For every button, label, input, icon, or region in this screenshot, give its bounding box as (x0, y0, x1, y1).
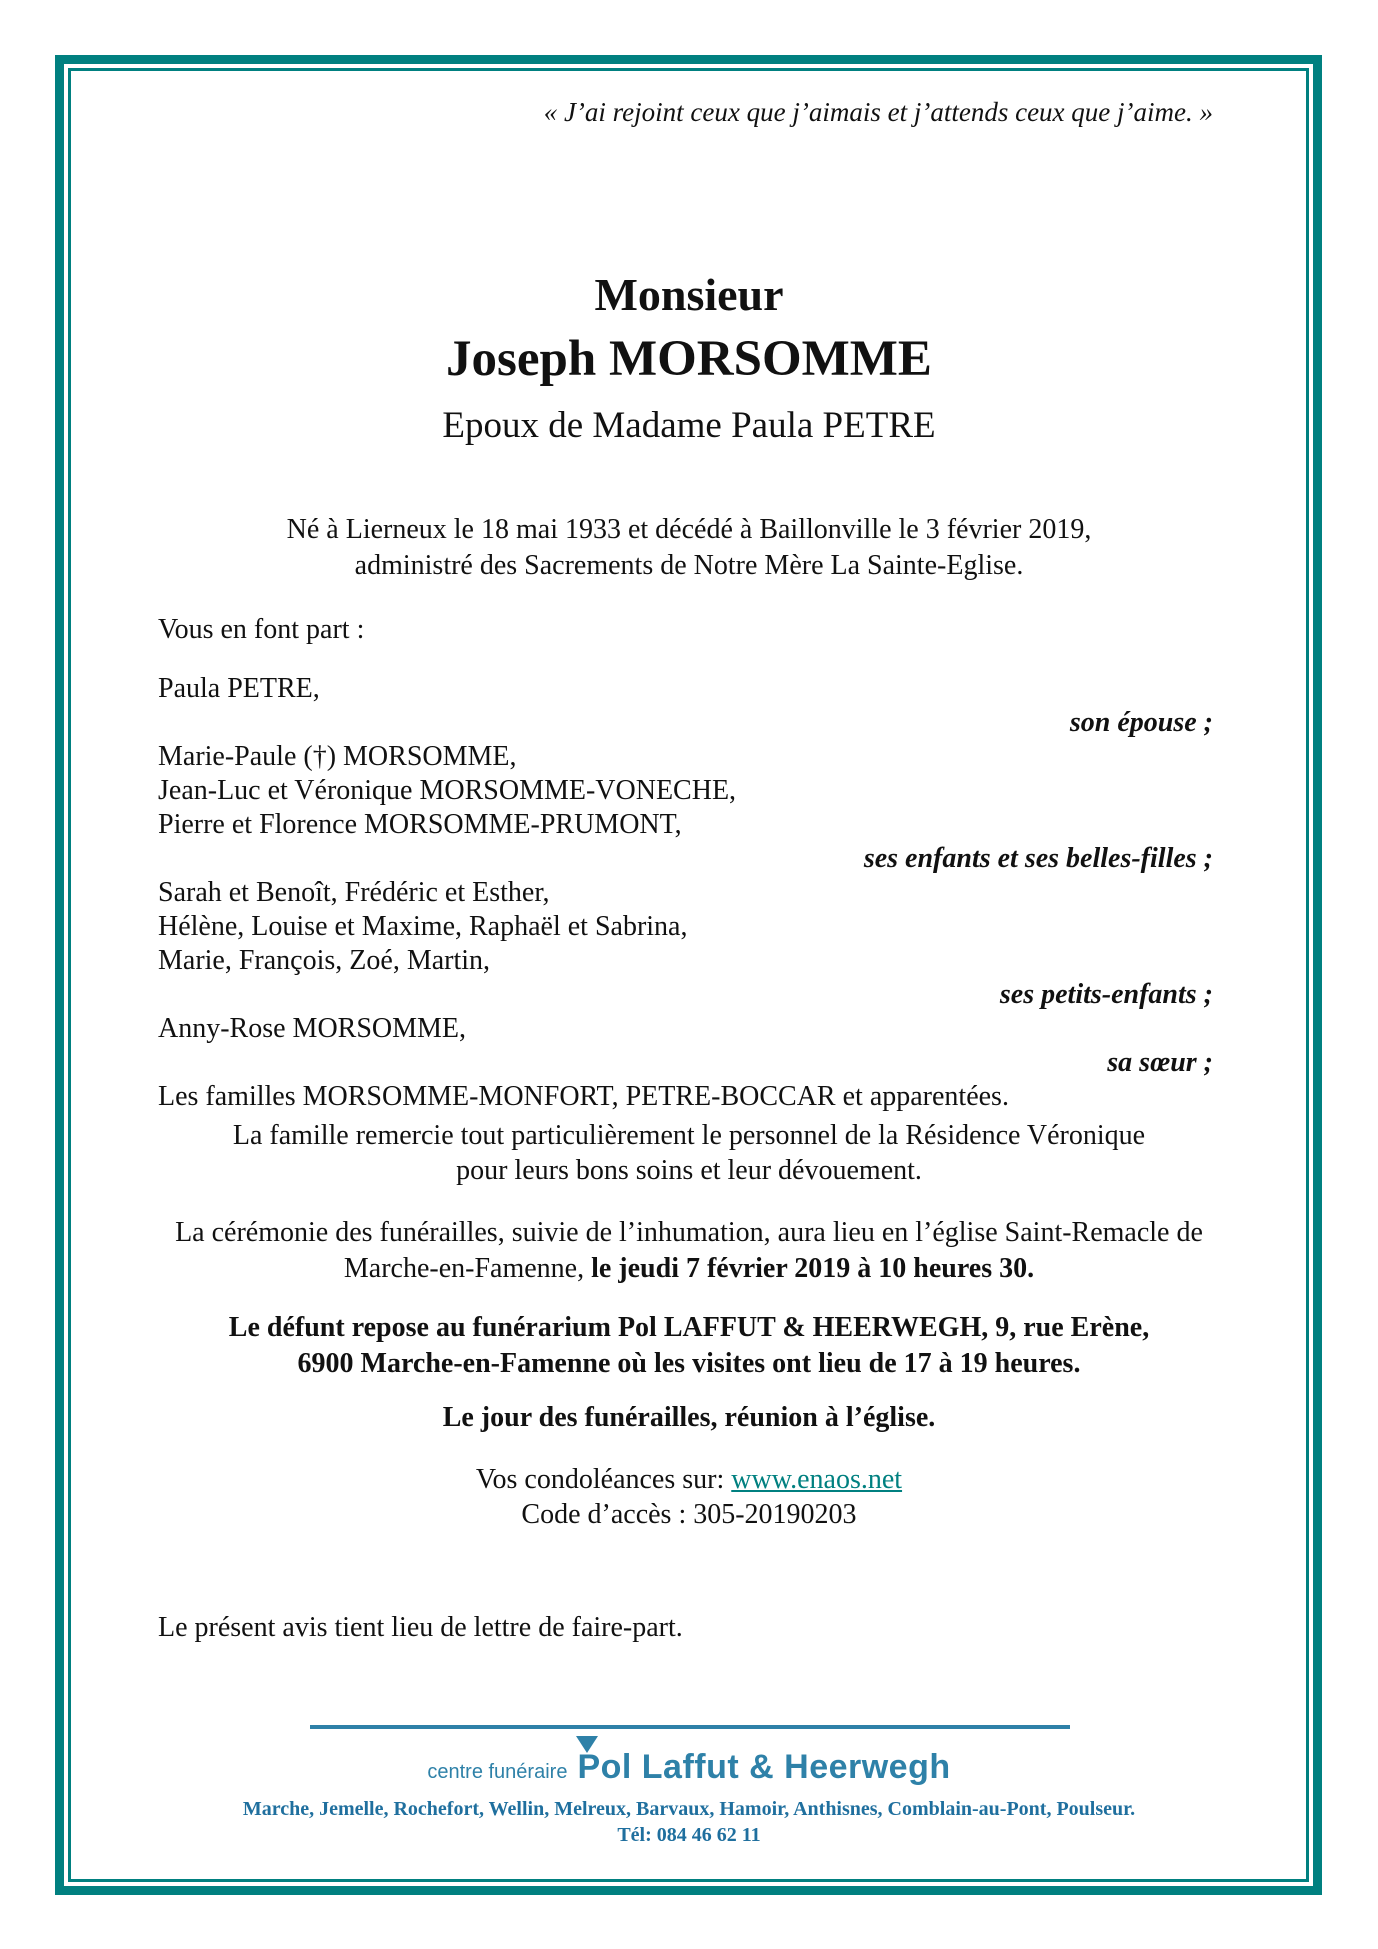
brand-name: Pol Laffut & Heerwegh (577, 1748, 951, 1786)
relation-label-sister: sa sœur ; (1107, 1047, 1213, 1078)
family-member-child-3: Pierre et Florence MORSOMME-PRUMONT, (158, 809, 682, 840)
reunion-line: Le jour des funérailles, réunion à l’église. (442, 1402, 936, 1433)
brand-prefix: centre funéraire (427, 1761, 568, 1783)
birth-death-line-1: Né à Lierneux le 18 mai 1933 et décédé à Baillonville le 3 février 2019, (286, 514, 1092, 545)
relation-label-grandchildren: ses petits-enfants ; (999, 979, 1213, 1010)
family-member-spouse: Paula PETRE, (158, 673, 320, 704)
announcement-intro: Vous en font part : (158, 614, 365, 645)
relation-label-children: ses enfants et ses belles-filles ; (863, 843, 1213, 874)
family-member-grandchildren-1: Sarah et Benoît, Frédéric et Esther, (158, 877, 550, 908)
repose-line-1: Le défunt repose au funérarium Pol LAFFUT & HEERWEGH, 9, rue Erène, (228, 1312, 1150, 1343)
thanks-line-1: La famille remercie tout particulièrement le personnel de la Résidence Véronique (232, 1120, 1146, 1151)
related-families-line: Les familles MORSOMME-MONFORT, PETRE-BOCCAR et apparentées. (158, 1081, 1009, 1112)
condolences-link[interactable]: www.enaos.net (731, 1464, 903, 1495)
ceremony-line-2 (0, 1251, 1378, 1287)
condolences-block (0, 1462, 1378, 1532)
ceremony-datetime: le jeudi 7 février 2019 à 10 heures 30. (591, 1253, 1035, 1284)
thanks-line-2: pour leurs bons soins et leur dévouement. (456, 1155, 922, 1186)
ceremony-block (0, 1215, 1378, 1287)
relation-label-spouse: son épouse ; (1069, 707, 1213, 738)
access-code-line: Code d’accès : 305-20190203 (521, 1499, 857, 1530)
family-member-grandchildren-2: Hélène, Louise et Maxime, Raphaël et Sabrina, (158, 911, 688, 942)
condolences-prefix: Vos condoléances sur: (475, 1464, 732, 1495)
salutation: Monsieur (594, 269, 784, 320)
spouse-line: Epoux de Madame Paula PETRE (442, 405, 936, 446)
repose-block (0, 1310, 1378, 1382)
footer-divider-rule (310, 1725, 1070, 1729)
family-member-child-2: Jean-Luc et Véronique MORSOMME-VONECHE, (158, 775, 737, 806)
memorial-quote: « J’ai rejoint ceux que j’aimais et j’attends ceux que j’aime. » (543, 97, 1213, 127)
birth-death-line-2: administré des Sacrements de Notre Mère La Sainte-Eglise. (354, 550, 1024, 581)
ceremony-line-1: La cérémonie des funérailles, suivie de l’inhumation, aura lieu en l’église Saint-Remacle de (175, 1217, 1203, 1248)
ceremony-place: Marche-en-Famenne, (343, 1253, 592, 1284)
birth-death-block (0, 512, 1378, 584)
funeral-home-brand (0, 1748, 1378, 1787)
faire-part-notice: Le présent avis tient lieu de lettre de faire-part. (158, 1612, 683, 1643)
condolences-line (0, 1462, 1378, 1497)
family-member-sister: Anny-Rose MORSOMME, (158, 1013, 467, 1044)
deceased-name: Joseph MORSOMME (446, 331, 932, 387)
funeral-home-locations: Marche, Jemelle, Rochefort, Wellin, Melreux, Barvaux, Hamoir, Anthisnes, Comblain-au-Pont, Poulseur. (242, 1798, 1136, 1820)
family-member-grandchildren-3: Marie, François, Zoé, Martin, (158, 945, 491, 976)
funeral-home-phone: Tél: 084 46 62 11 (617, 1824, 761, 1846)
family-member-child-1: Marie-Paule (†) MORSOMME, (158, 741, 517, 772)
repose-line-2: 6900 Marche-en-Famenne où les visites ont lieu de 17 à 19 heures. (297, 1348, 1081, 1379)
thanks-block (0, 1118, 1378, 1188)
family-list (158, 672, 1213, 1114)
